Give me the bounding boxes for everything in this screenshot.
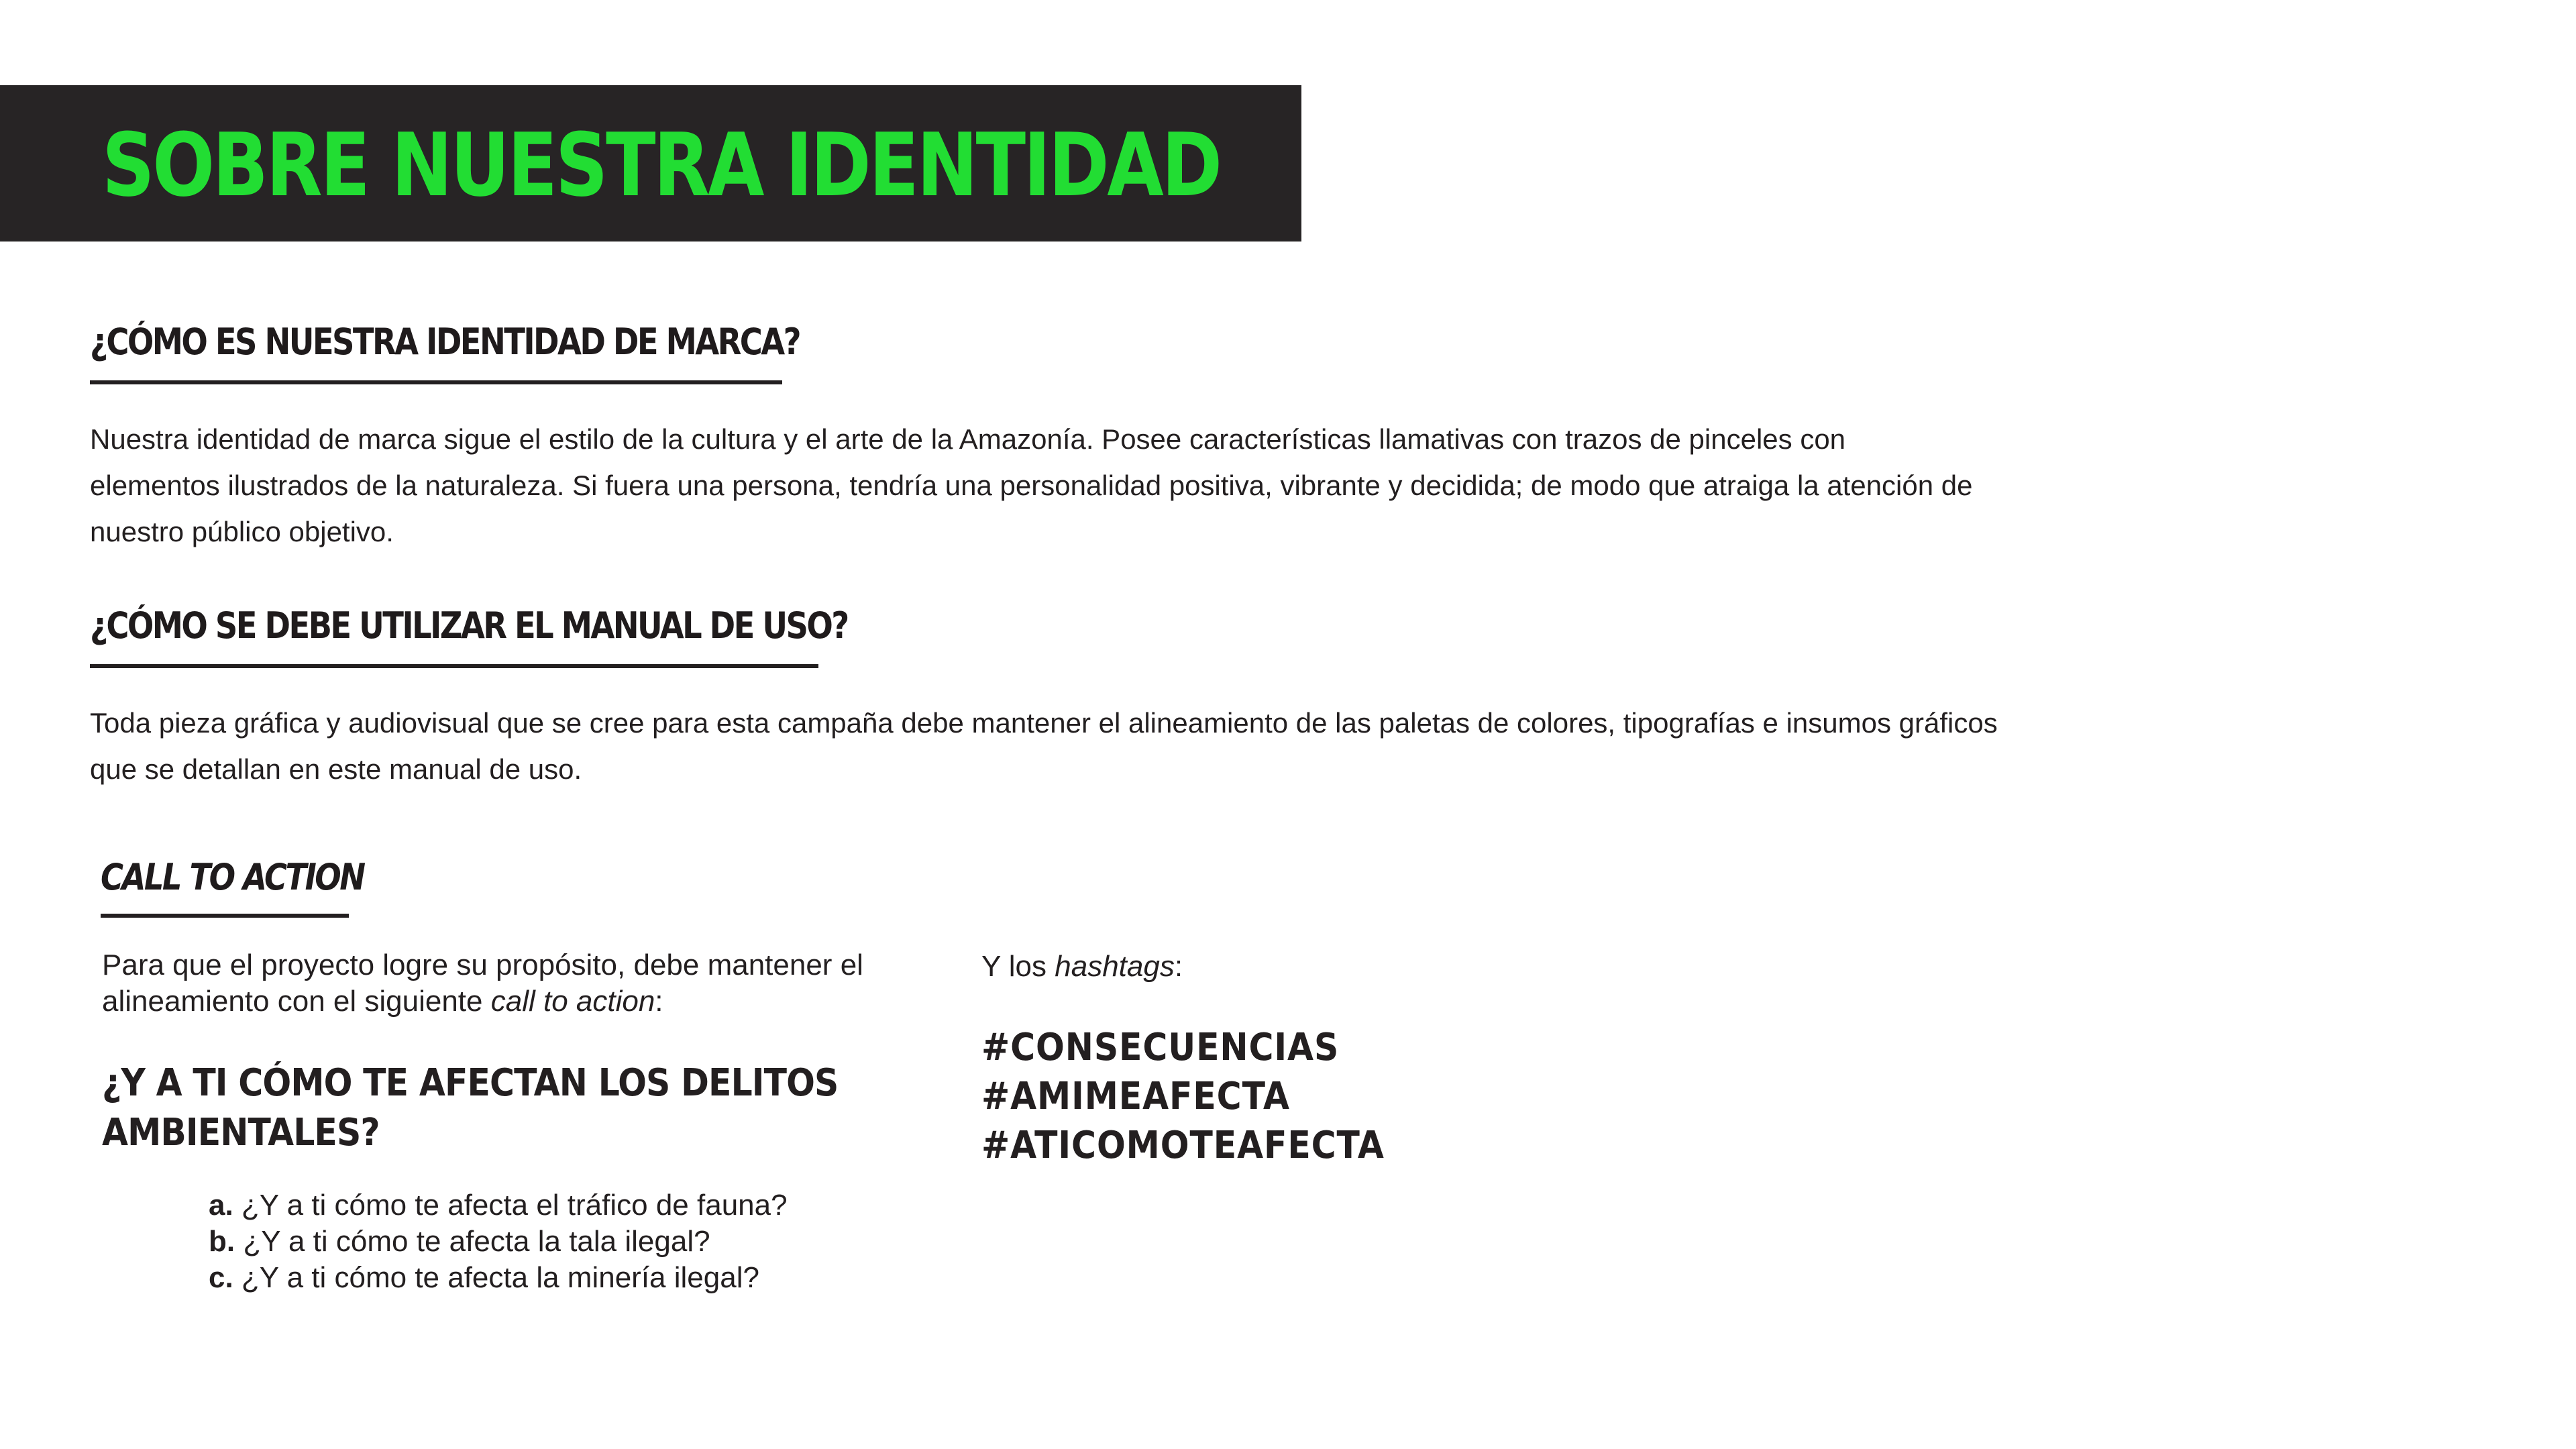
- cta-heading: CALL TO ACTION: [101, 856, 364, 898]
- option-letter: a.: [209, 1189, 233, 1222]
- hashtags-list: [981, 1023, 1430, 1170]
- hashtags-intro: [981, 949, 1183, 985]
- option-text: ¿Y a ti cómo te afecta la minería ilegal?: [233, 1261, 759, 1294]
- hashtag: #AMIMEAFECTA: [981, 1075, 1290, 1118]
- page-title: SOBRE NUESTRA IDENTIDAD: [102, 114, 1220, 216]
- cta-options-list: [209, 1187, 788, 1296]
- body-line: que se detallan en este manual de uso.: [90, 753, 582, 785]
- cta-intro-text: alineamiento con el siguiente: [102, 985, 491, 1018]
- option-text: ¿Y a ti cómo te afecta la tala ilegal?: [235, 1225, 710, 1258]
- hashtag: #CONSECUENCIAS: [981, 1026, 1340, 1069]
- option-letter: c.: [209, 1261, 233, 1294]
- cta-heading-underline: [101, 914, 349, 918]
- section-body-manual-usage: [90, 700, 1998, 792]
- option-letter: b.: [209, 1225, 235, 1258]
- body-line: Toda pieza gráfica y audiovisual que se cree para esta campaña debe mantener el alineamiento de las paletas de colores, tipografías e insumos gráficos: [90, 707, 1998, 739]
- cta-intro-colon: :: [655, 985, 663, 1018]
- cta-intro-line: [102, 983, 863, 1020]
- body-line: Nuestra identidad de marca sigue el estilo de la cultura y el arte de la Amazonía. Posee características llamativas con trazos de pinceles con: [90, 423, 1846, 455]
- cta-question: ¿Y A TI CÓMO TE AFECTAN LOS DELITOS AMBIENTALES?: [102, 1061, 839, 1155]
- body-line: elementos ilustrados de la naturaleza. Si fuera una persona, tendría una personalidad positiva, vibrante y decidida; de modo que atraiga la atención de: [90, 470, 1973, 501]
- section-body-brand-identity: [90, 416, 1973, 555]
- hashtags-intro-italic: hashtags: [1055, 950, 1175, 983]
- cta-intro-italic: call to action: [490, 985, 655, 1018]
- cta-intro-line: Para que el proyecto logre su propósito, debe mantener el: [102, 949, 863, 981]
- section-heading-underline: [90, 380, 782, 384]
- list-item: [209, 1224, 788, 1260]
- cta-intro: [102, 947, 863, 1020]
- section-heading-manual-usage: ¿CÓMO SE DEBE UTILIZAR EL MANUAL DE USO?: [90, 604, 848, 647]
- section-heading-underline: [90, 664, 818, 668]
- list-item: [209, 1187, 788, 1224]
- option-text: ¿Y a ti cómo te afecta el tráfico de fauna?: [233, 1189, 788, 1222]
- title-band: [0, 85, 1301, 241]
- hashtags-intro-text: Y los: [981, 950, 1055, 983]
- section-heading-brand-identity: ¿CÓMO ES NUESTRA IDENTIDAD DE MARCA?: [90, 321, 800, 363]
- body-line: nuestro público objetivo.: [90, 516, 394, 547]
- hashtag: #ATICOMOTEAFECTA: [981, 1124, 1385, 1167]
- list-item: [209, 1260, 788, 1296]
- hashtags-intro-colon: :: [1174, 950, 1183, 983]
